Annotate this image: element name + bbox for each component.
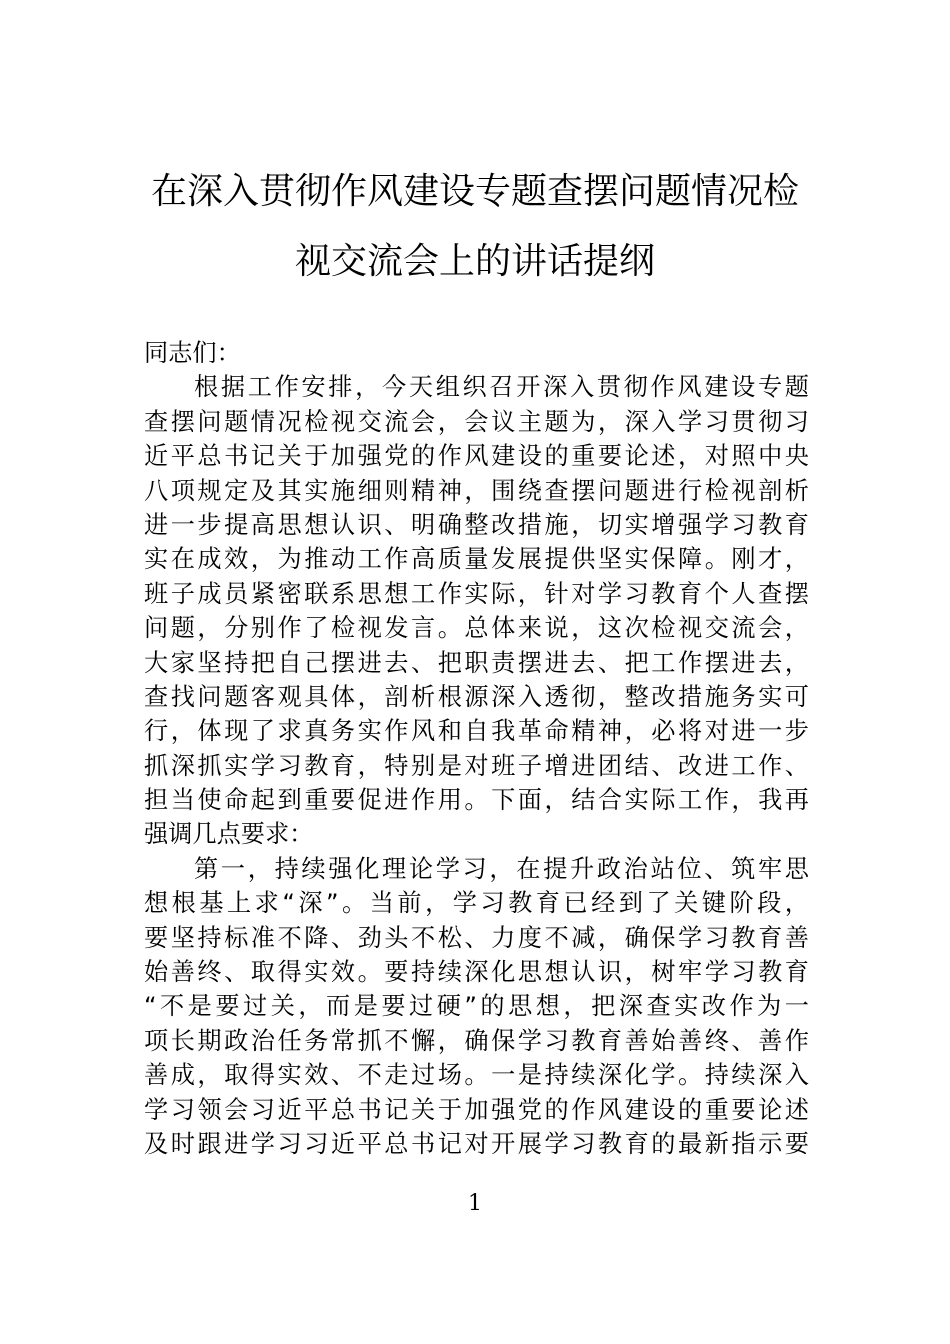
body-line: 要坚持标准不降、劲头不松、力度不减，确保学习教育善 xyxy=(144,923,809,952)
body-line: 第一，持续强化理论学习，在提升政治站位、筑牢思 xyxy=(194,854,809,883)
body-line: “不是要过关，而是要过硬”的思想，把深查实改作为一 xyxy=(144,992,809,1021)
body-line: 及时跟进学习习近平总书记对开展学习教育的最新指示要 xyxy=(144,1129,809,1158)
body-line: 抓深抓实学习教育，特别是对班子增进团结、改进工作、 xyxy=(144,751,809,780)
body-line: 近平总书记关于加强党的作风建设的重要论述，对照中央 xyxy=(144,442,809,471)
body-line: 班子成员紧密联系思想工作实际，针对学习教育个人查摆 xyxy=(144,579,809,608)
body-line: 强调几点要求： xyxy=(144,820,314,849)
body-line: 学习领会习近平总书记关于加强党的作风建设的重要论述 xyxy=(144,1095,809,1124)
document-body xyxy=(144,336,809,1161)
document-title-line-2: 视交流会上的讲话提纲 xyxy=(294,241,655,282)
body-line: 八项规定及其实施细则精神，围绕查摆问题进行检视剖析 xyxy=(144,476,809,505)
body-line: 大家坚持把自己摆进去、把职责摆进去、把工作摆进去， xyxy=(144,648,809,677)
body-line: 想根基上求“深”。当前，学习教育已经到了关键阶段， xyxy=(144,889,809,918)
body-line: 项长期政治任务常抓不懈，确保学习教育善始善终、善作 xyxy=(144,1026,809,1055)
body-line: 根据工作安排，今天组织召开深入贯彻作风建设专题 xyxy=(194,373,809,402)
body-line: 行，体现了求真务实作风和自我革命精神，必将对进一步 xyxy=(144,717,809,746)
salutation: 同志们： xyxy=(144,339,241,367)
body-line: 善成，取得实效、不走过场。一是持续深化学。持续深入 xyxy=(144,1061,809,1090)
body-line: 进一步提高思想认识、明确整改措施，切实增强学习教育 xyxy=(144,510,809,539)
body-line: 查找问题客观具体，剖析根源深入透彻，整改措施务实可 xyxy=(144,682,809,711)
body-line: 实在成效，为推动工作高质量发展提供坚实保障。刚才， xyxy=(144,545,809,574)
body-line: 问题，分别作了检视发言。总体来说，这次检视交流会， xyxy=(144,614,809,643)
body-line: 担当使命起到重要促进作用。下面，结合实际工作，我再 xyxy=(144,786,809,815)
body-line: 查摆问题情况检视交流会，会议主题为，深入学习贯彻习 xyxy=(144,407,809,436)
document-title-line-1: 在深入贯彻作风建设专题查摆问题情况检 xyxy=(150,171,799,212)
body-line: 始善终、取得实效。要持续深化思想认识，树牢学习教育 xyxy=(144,958,809,987)
page-number: 1 xyxy=(468,1191,482,1216)
